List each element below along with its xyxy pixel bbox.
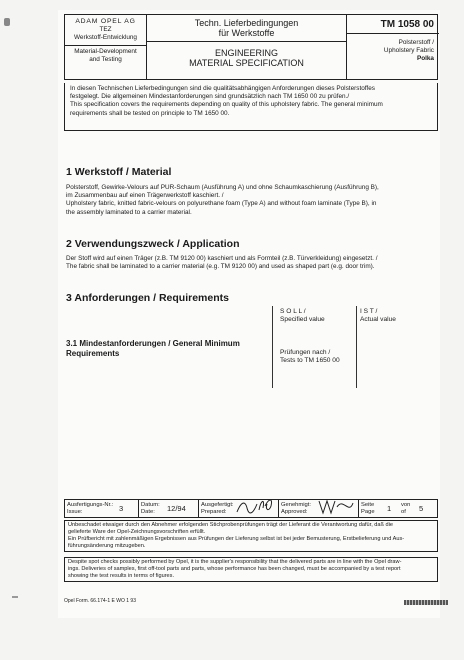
text-line: the assembly laminated to a carrier material. [66,208,192,216]
department-de: Werkstoff-Entwicklung [74,34,137,41]
issue-cell [65,500,139,517]
document-header [64,14,438,80]
approved-signature [315,495,357,519]
note-line: Despite spot checks possibly performed by Opel, it is the supplier's responsibility that the delivered parts are in line with the Opel draw- [68,559,402,565]
doc-subject-de: Polsterstoff / [398,39,434,46]
company-name: ADAM OPEL AG [75,18,136,25]
page-label: Seite [361,502,375,508]
punch-mark [4,18,10,26]
section-1-heading: 1 Werkstoff / Material [66,166,172,178]
column-divider [272,306,273,388]
title-en-line2: MATERIAL SPECIFICATION [189,58,304,68]
issue-label-en: Issue: [67,508,83,515]
issue-label: Ausfertigungs-Nr.: [67,502,114,508]
approved-cell [279,500,359,517]
text-line: im Zusammenbau auf einen Trägerwerkstoff kaschiert. / [66,192,224,200]
soll-label: S O L L / [280,308,306,315]
note-line: gelieferte Ware der Opel-Zeichnungsvorschriften erfüllt. [68,529,206,535]
department-code: TEZ [99,26,112,33]
note-line: führungsänderung mitzugeben. [68,543,146,549]
section-2-text [66,255,434,271]
page-cell [359,500,437,517]
date-value: 12/94 [167,504,186,513]
scan-barcode-mark [404,600,448,605]
section-1-text [66,184,434,217]
page-total: 5 [419,504,424,513]
page-value: 1 [387,504,392,513]
text-line: Polsterstoff, Gewirke-Velours auf PUR-Schaum (Ausführung A) und ohne Schaumkaschierung (Ausführung B), [66,184,379,191]
intro-line: This specification covers the requirements depending on quality of this upholstery fabric. The general minimum [70,101,383,109]
of-label-en: of [401,508,406,515]
prepared-signature [235,496,277,518]
approved-label-en: Approved: [281,508,308,515]
intro-line: festgelegt. Die allgemeinen Mindestanforderungen sind grundsätzlich nach TM 1650 00 zu prüfen./ [70,93,350,101]
date-label: Datum: [141,502,160,508]
doc-number: TM 1058 00 [380,19,434,30]
ist-label: I S T / [360,308,378,315]
issue-value: 3 [119,504,124,513]
actual-value-header [360,308,396,324]
department-en: Material-Development [74,48,137,55]
footer-note-de [64,520,438,552]
test-reference [280,349,340,365]
actual-label: Actual value [360,316,396,324]
section-3-heading: 3 Anforderungen / Requirements [66,292,229,304]
approved-label: Genehmigt: [281,502,311,508]
intro-line: requirements shall be tested on principle to TM 1650 00. [70,109,230,117]
note-line: Unbeschadet etwaiger durch den Abnehmer erfolgenden Stichprobenprüfungen trägt der Lieferant die Verantwortung dafür, daß die [68,522,393,528]
footer-note-en [64,557,438,582]
text-line: The fabric shall be laminated to a carrier material (e.g. TM 9120 00) and used as shaped part (e.g. door trim). [66,263,375,271]
date-label-en: Date: [141,508,155,515]
form-number: Opel Form. 66.174-1 E WO 1 93 [64,598,136,604]
company-block [65,15,147,79]
title-de-line1: Techn. Lieferbedingungen [194,18,299,28]
title-de-line2: für Werkstoffe [218,28,275,38]
doc-subject-en: Upholstery Fabric [383,47,434,54]
specified-label: Specified value [280,316,325,324]
text-line: Upholstery fabric, knitted fabric-velours on polyurethane foam (Type A) and without foam laminate (Type B), in [66,200,377,208]
note-line: showing the test results in terms of figures. [68,573,175,579]
prepared-label-en: Prepared: [201,508,227,515]
scan-mark [12,596,18,598]
intro-line: In diesen Technischen Lieferbedingungen sind die qualitätsabhängigen Anforderungen dieses Polsterstoffes [70,85,375,92]
doc-number-block [347,15,439,79]
text-line: Der Stoff wird auf einen Träger (z.B. TM 9120 00) kaschiert und als Formteil (z.B. Türverkleidung) eingesetzt. / [66,255,378,262]
specified-value-header [280,308,325,324]
subsection-line: Requirements [66,348,120,358]
department-en-2: and Testing [89,56,122,63]
subsection-line: 3.1 Mindestanforderungen / General Minimum [66,339,240,348]
doc-subject-name: Polka [416,55,434,62]
prepared-label: Ausgefertigt: [201,502,234,508]
note-line: Ein Prüfbericht mit zahlenmäßigen Ergebnissen aus Prüfungen der Lieferung selbst ist bei jeder Bemusterung, Erstbelieferung und Aus- [68,536,405,542]
page-label-en: Page [361,508,375,515]
title-en-line1: ENGINEERING [214,48,278,58]
subsection-3-1-heading [66,339,240,358]
footer-table [64,499,438,518]
of-label: von [401,502,411,508]
test-line: Tests to TM 1650 00 [280,357,340,365]
prepared-cell [199,500,279,517]
date-cell [139,500,199,517]
section-2-heading: 2 Verwendungszweck / Application [66,238,240,250]
intro-text [64,83,438,131]
note-line: ings. Deliveries of samples, first off-tool parts and parts, whose performance has been changed, must be accompanied by a test report [68,566,401,572]
test-line: Prüfungen nach / [280,349,331,356]
title-block [147,15,347,79]
column-divider [356,306,357,388]
